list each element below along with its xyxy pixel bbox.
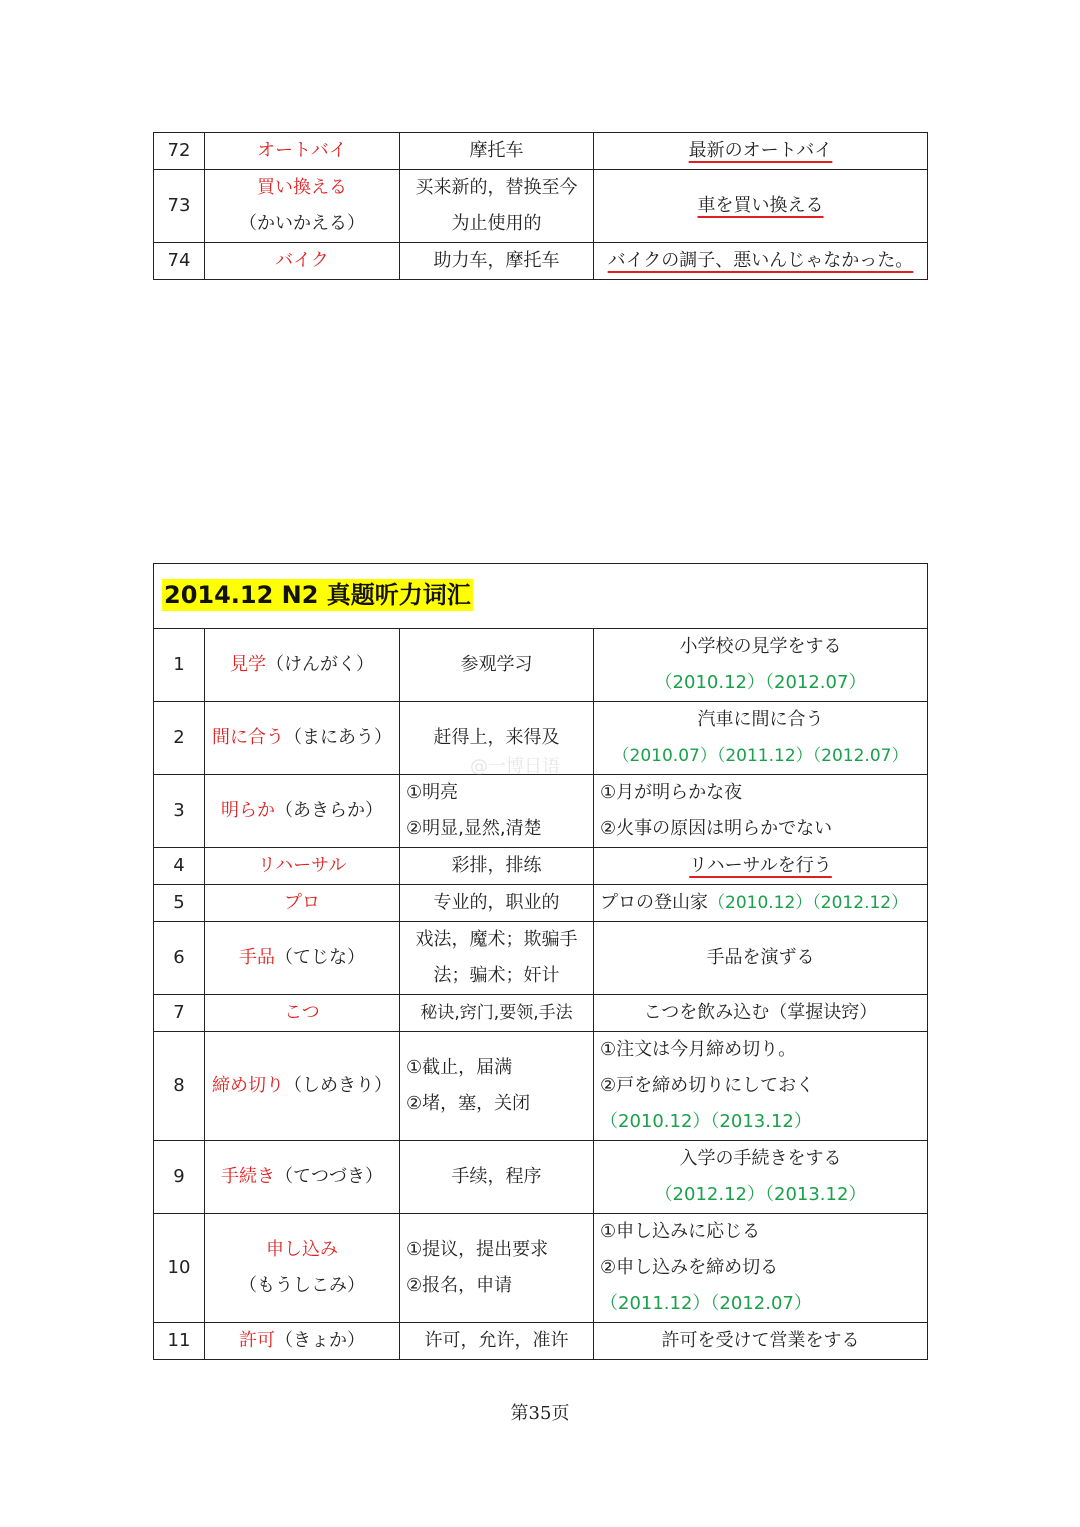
meaning-cell [400,922,594,995]
row-number: 7 [154,995,205,1032]
word-kanji: 締め切り [212,1075,284,1096]
vocab-word [205,702,400,775]
row-number: 9 [154,1141,205,1214]
word-kanji: プロ [284,892,320,913]
word-reading: （もうしこみ） [239,1275,365,1296]
vocab-word [205,1323,400,1360]
exam-dates: （2010.12）（2012.07） [654,672,867,693]
meaning-cell: 手续，程序 [400,1141,594,1214]
table-row [154,1032,928,1141]
word-kanji: 間に合う [212,727,284,748]
row-number: 8 [154,1032,205,1141]
table-row [154,885,928,922]
example-cell [594,885,928,922]
meaning-line: 法；骗术；奸计 [433,965,560,986]
row-number: 10 [154,1214,205,1323]
meaning-cell: 摩托车 [400,133,594,170]
vocab-word [205,629,400,702]
vocab-table-1 [153,132,928,280]
word-kanji: こつ [284,1002,320,1023]
example-text: ①注文は今月締め切り。 [600,1039,797,1060]
example-text: バイクの調子、悪いんじゃなかった。 [607,250,914,271]
example-cell [594,1032,928,1141]
table-title-cell [154,564,928,629]
example-cell [594,133,928,170]
row-number: 73 [154,170,205,243]
row-number: 4 [154,848,205,885]
meaning-line: ①截止，届满 [406,1057,513,1078]
meaning-cell: 秘诀,窍门,要领,手法 [400,995,594,1032]
meaning-cell: 许可，允许，准许 [400,1323,594,1360]
example-text: ②戸を締め切りにしておく [600,1075,815,1096]
watermark: @一博日语 [470,756,560,777]
row-number: 3 [154,775,205,848]
vocab-word [205,170,400,243]
example-text: 最新のオートバイ [688,140,833,161]
example-cell [594,1214,928,1323]
page-number: 第35页 [510,1403,570,1424]
meaning-line: ①明亮 [406,782,459,803]
example-cell [594,243,928,280]
vocab-word [205,1214,400,1323]
example-text: ①月が明らかな夜 [600,782,743,803]
row-number: 11 [154,1323,205,1360]
row-number: 6 [154,922,205,995]
row-number: 1 [154,629,205,702]
word-reading: （しめきり） [284,1075,392,1096]
table-title-row [154,564,928,629]
table-row [154,1141,928,1214]
example-cell: 手品を演ずる [594,922,928,995]
example-text: 車を買い換える [697,195,824,216]
example-cell [594,848,928,885]
vocab-table-2 [153,563,928,1360]
table-row [154,995,928,1032]
meaning-line: 戏法，魔术；欺骗手 [415,929,578,950]
meaning-line: ①提议，提出要求 [406,1239,549,1260]
meaning-cell [400,1032,594,1141]
vocab-word [205,922,400,995]
row-number: 72 [154,133,205,170]
meaning-line: ②报名，申请 [406,1275,513,1296]
word-kanji: 明らか [221,800,275,821]
word-kanji: 手品 [239,947,275,968]
word-kanji: 手続き [221,1166,275,1187]
exam-dates: （2011.12）（2012.07） [600,1293,812,1314]
word-kanji: 許可 [239,1330,275,1351]
word-reading: （てつづき） [275,1166,383,1187]
example-cell [594,170,928,243]
vocab-word [205,848,400,885]
example-text: プロの登山家 [600,892,708,913]
table-row [154,1323,928,1360]
example-cell [594,629,928,702]
table-row [154,775,928,848]
meaning-cell: 专业的，职业的 [400,885,594,922]
meaning-cell: 参观学习 [400,629,594,702]
word-kanji: オートバイ [257,140,347,161]
word-kanji: リハーサル [257,855,347,876]
meaning-line: ②堵，塞，关闭 [406,1093,531,1114]
example-cell: こつを飲み込む（掌握诀窍） [594,995,928,1032]
example-text: ②申し込みを締め切る [600,1257,779,1278]
row-number: 5 [154,885,205,922]
example-cell [594,702,928,775]
example-text: リハーサルを行う [689,855,832,876]
meaning-cell [400,170,594,243]
exam-dates: （2010.12）（2013.12） [600,1111,812,1132]
meaning-cell: 赶得上，来得及 [400,702,594,775]
example-text: 入学の手続きをする [679,1148,842,1169]
example-cell: 許可を受けて営業をする [594,1323,928,1360]
meaning-cell: 彩排，排练 [400,848,594,885]
table-row [154,170,928,243]
word-reading: （かいかえる） [239,213,365,234]
vocab-word [205,1141,400,1214]
vocab-word [205,995,400,1032]
meaning-cell [400,775,594,848]
exam-dates: （2010.12）（2012.12） [708,893,909,913]
word-reading: （きょか） [275,1330,365,1351]
meaning-line: 买来新的，替换至今 [415,177,578,198]
vocab-word [205,1032,400,1141]
vocab-word [205,243,400,280]
table-row [154,922,928,995]
example-text: ②火事の原因は明らかでない [600,818,833,839]
word-reading: （けんがく） [266,654,374,675]
vocab-word [205,775,400,848]
table-row [154,848,928,885]
vocab-word [205,885,400,922]
word-reading: （まにあう） [284,727,392,748]
example-cell [594,1141,928,1214]
vocab-word [205,133,400,170]
example-text: 小学校の見学をする [679,636,842,657]
word-reading: （あきらか） [275,800,383,821]
table-row [154,629,928,702]
table-title: 2014.12 N2 真题听力词汇 [164,580,471,609]
word-kanji: 申し込み [266,1239,338,1260]
example-cell [594,775,928,848]
word-reading: （てじな） [275,947,365,968]
meaning-line: 为止使用的 [451,213,542,234]
table-row [154,243,928,280]
exam-dates: （2012.12）（2013.12） [654,1184,867,1205]
table-row [154,1214,928,1323]
meaning-line: ②明显,显然,清楚 [406,818,542,839]
meaning-cell [400,1214,594,1323]
example-text: 汽車に間に合う [697,709,824,730]
example-text: ①申し込みに応じる [600,1221,761,1242]
exam-dates: （2010.07）（2011.12）（2012.07） [612,746,909,766]
row-number: 2 [154,702,205,775]
word-kanji: 見学 [230,654,266,675]
table-row [154,133,928,170]
word-kanji: 買い換える [257,177,347,198]
meaning-cell: 助力车，摩托车 [400,243,594,280]
row-number: 74 [154,243,205,280]
word-kanji: バイク [275,250,329,271]
